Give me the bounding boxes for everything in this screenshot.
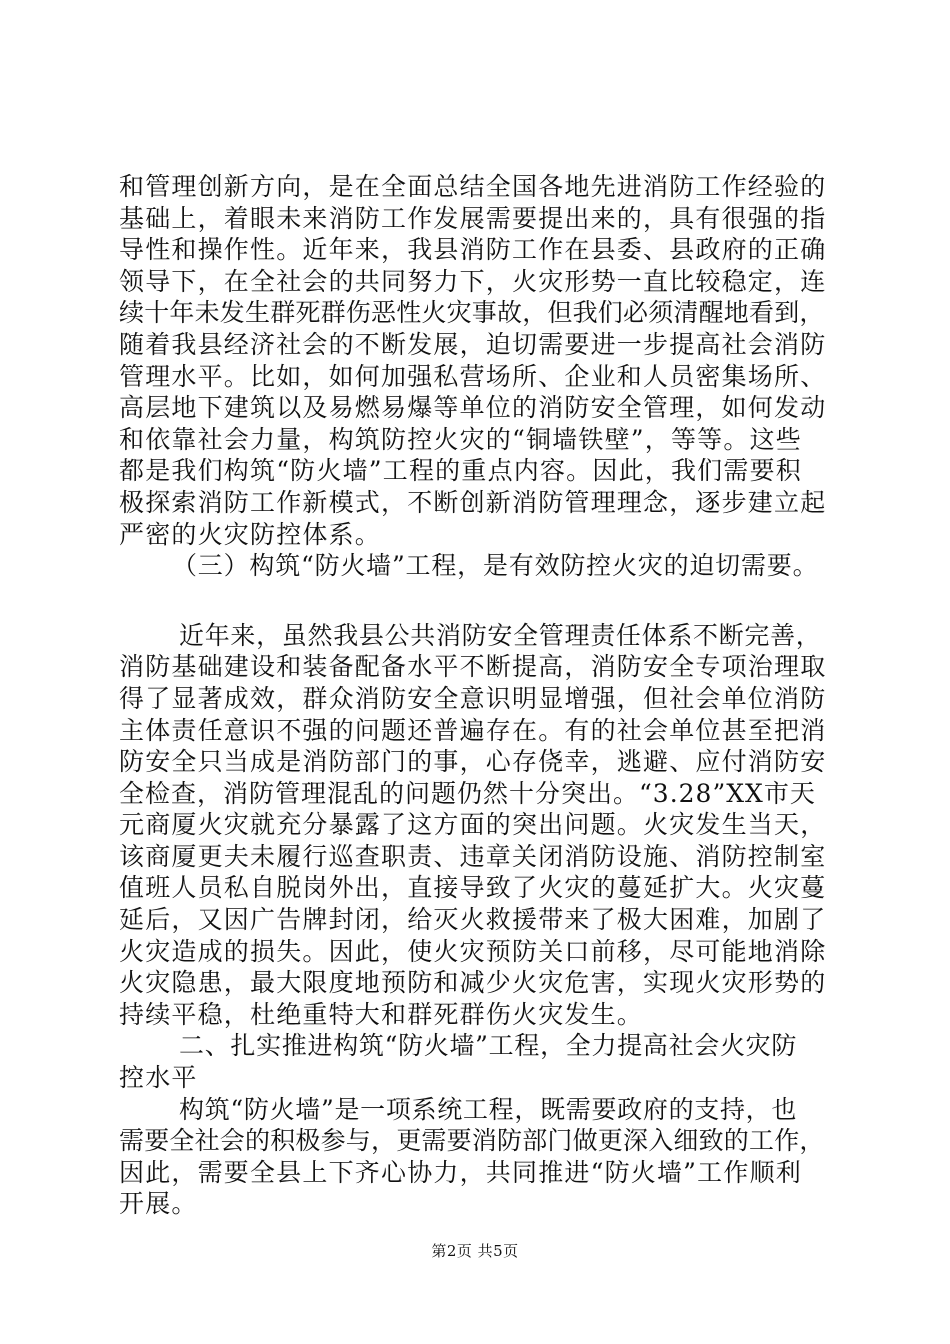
- text-line: 因此，需要全县上下齐心协力，共同推进“防火墙”工作顺利: [119, 1157, 802, 1187]
- text-line: 需要全社会的积极参与，更需要消防部门做更深入细致的工作，: [119, 1126, 825, 1156]
- text-line: 二、扎实推进构筑“防火墙”工程，全力提高社会火灾防: [179, 1031, 798, 1061]
- text-line: 严密的火灾防控体系。: [119, 519, 382, 549]
- text-line: 近年来，虽然我县公共消防安全管理责任体系不断完善，: [179, 620, 822, 650]
- text-line: 高层地下建筑以及易燃易爆等单位的消防安全管理，如何发动: [119, 393, 827, 423]
- paragraph-1: [119, 171, 839, 550]
- text-line: 极探索消防工作新模式，不断创新消防管理理念，逐步建立起: [119, 487, 827, 517]
- text-line: 开展。: [119, 1189, 198, 1219]
- text-line: 防安全只当成是消防部门的事，心存侥幸，逃避、应付消防安: [119, 747, 827, 777]
- section-heading-2: [119, 1030, 839, 1093]
- text-line: 续十年未发生群死群伤恶性火灾事故，但我们必须清醒地看到，: [119, 298, 825, 328]
- text-line: 管理水平。比如，如何加强私营场所、企业和人员密集场所、: [119, 361, 827, 391]
- text-line: 随着我县经济社会的不断发展，迫切需要进一步提高社会消防: [119, 329, 827, 359]
- text-line: 构筑“防火墙”是一项系统工程，既需要政府的支持，也: [179, 1094, 798, 1124]
- text-line: 消防基础建设和装备配备水平不断提高，消防安全专项治理取: [119, 652, 827, 682]
- text-line: 值班人员私自脱岗外出，直接导致了火灾的蔓延扩大。火灾蔓: [119, 873, 827, 903]
- section-heading-3: （三）构筑“防火墙”工程，是有效防控火灾的迫切需要。: [172, 551, 819, 581]
- document-body: [119, 171, 839, 1220]
- text-line: 主体责任意识不强的问题还普遍存在。有的社会单位甚至把消: [119, 715, 827, 745]
- text-line: 控水平: [119, 1063, 198, 1093]
- text-line: 都是我们构筑“防火墙”工程的重点内容。因此，我们需要积: [119, 456, 802, 486]
- text-line: 导性和操作性。近年来，我县消防工作在县委、县政府的正确: [119, 235, 827, 265]
- text-line: 得了显著成效，群众消防安全意识明显增强，但社会单位消防: [119, 683, 827, 713]
- paragraph-spacer: [119, 582, 839, 620]
- text-line: 和依靠社会力量，构筑防控火灾的“铜墙铁壁”，等等。这些: [119, 424, 802, 454]
- paragraph-2: [119, 620, 839, 1031]
- text-line: 延后，又因广告牌封闭，给灭火救援带来了极大困难，加剧了: [119, 905, 827, 935]
- paragraph-3: [119, 1094, 839, 1220]
- text-line: 该商厦更夫未履行巡查职责、违章关闭消防设施、消防控制室: [119, 841, 827, 871]
- text-line: 全检查，消防管理混乱的问题仍然十分突出。“3.28”XX市天: [119, 778, 816, 808]
- text-line: 元商厦火灾就充分暴露了这方面的突出问题。火灾发生当天，: [119, 810, 827, 840]
- text-line: 和管理创新方向，是在全面总结全国各地先进消防工作经验的: [119, 172, 827, 201]
- text-line: 持续平稳，杜绝重特大和群死群伤火灾发生。: [119, 999, 644, 1029]
- text-line: 火灾隐患，最大限度地预防和减少火灾危害，实现火灾形势的: [119, 968, 827, 998]
- text-line: 火灾造成的损失。因此，使火灾预防关口前移，尽可能地消除: [119, 936, 827, 966]
- text-line: 领导下，在全社会的共同努力下，火灾形势一直比较稳定，连: [119, 266, 827, 296]
- text-line: 基础上，着眼未来消防工作发展需要提出来的，具有很强的指: [119, 203, 827, 233]
- page-number-footer: 第2页 共5页: [431, 1242, 519, 1260]
